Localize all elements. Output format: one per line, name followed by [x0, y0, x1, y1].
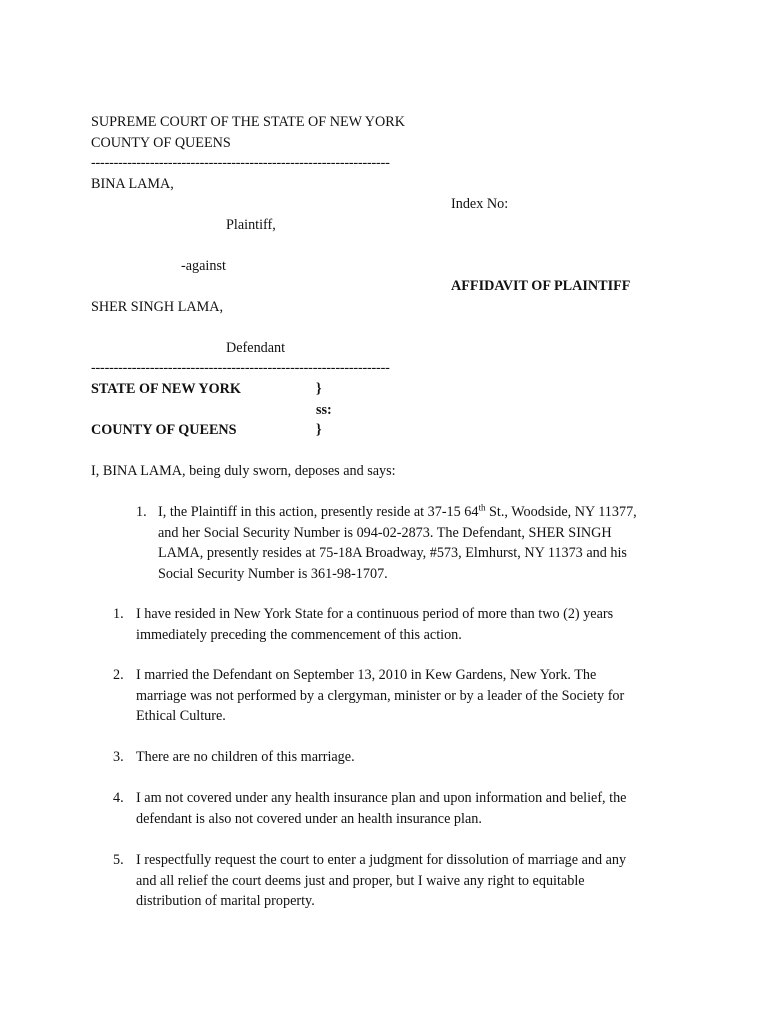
item-line: I have resided in New York State for a continuous period of more than two (2) years: [136, 606, 614, 622]
item-line: immediately preceding the commencement of this action.: [136, 626, 462, 643]
venue-county: COUNTY OF QUEENS: [91, 422, 237, 438]
first-item-line: LAMA, presently resides at 75-18A Broadway, #573, Elmhurst, NY 11373 and his: [158, 545, 627, 562]
item-line: and all relief the court deems just and proper, but I waive any right to equitable: [136, 872, 585, 889]
item-text: [136, 665, 676, 727]
item-text: [136, 788, 676, 829]
item-text: [136, 604, 676, 645]
first-item-text: [158, 502, 698, 584]
first-item-line: and her Social Security Number is 094-02-2873. The Defendant, SHER SINGH: [158, 524, 612, 541]
item-line: I am not covered under any health insurance plan and upon information and belief, the: [136, 790, 627, 806]
item-number: 2.: [113, 667, 124, 683]
item-number: 5.: [113, 852, 124, 868]
caption-divider-bottom: ------------------------------------------------------------------: [91, 360, 390, 376]
first-item-line: Social Security Number is 361-98-1707.: [158, 565, 388, 582]
item-number: 3.: [113, 749, 124, 765]
document-title: AFFIDAVIT OF PLAINTIFF: [451, 278, 631, 294]
defendant-label: Defendant: [226, 340, 286, 356]
item-text: [136, 747, 676, 768]
plaintiff-name: BINA LAMA,: [91, 176, 174, 192]
item-number: 1.: [113, 606, 124, 622]
against-label: -against: [181, 258, 226, 274]
item-line: I married the Defendant on September 13, 2010 in Kew Gardens, New York. The: [136, 667, 597, 683]
first-item-number: 1.: [136, 504, 147, 520]
plaintiff-label: Plaintiff,: [226, 217, 276, 233]
item-line: There are no children of this marriage.: [136, 749, 355, 765]
venue-brace-bottom: }: [316, 422, 322, 438]
venue-ss: ss:: [316, 402, 332, 418]
venue-state: STATE OF NEW YORK: [91, 381, 241, 397]
caption-divider-top: ------------------------------------------------------------------: [91, 155, 390, 171]
item-text: [136, 850, 676, 912]
item-line: Ethical Culture.: [136, 708, 226, 725]
item-line: distribution of marital property.: [136, 893, 315, 910]
sworn-statement-intro: I, BINA LAMA, being duly sworn, deposes and says:: [91, 463, 396, 479]
court-name-line: SUPREME COURT OF THE STATE OF NEW YORK: [91, 114, 405, 130]
defendant-name: SHER SINGH LAMA,: [91, 299, 224, 315]
item-number: 4.: [113, 790, 124, 806]
item-line: defendant is also not covered under an health insurance plan.: [136, 810, 482, 827]
item-line: I respectfully request the court to enter a judgment for dissolution of marriage and any: [136, 852, 627, 868]
item-line: marriage was not performed by a clergyman, minister or by a leader of the Society for: [136, 687, 625, 704]
index-number-label: Index No:: [451, 196, 509, 212]
venue-brace-top: }: [316, 381, 322, 397]
first-item-line: I, the Plaintiff in this action, presently reside at 37-15 64th St., Woodside, NY 11377,: [158, 502, 637, 520]
county-line: COUNTY OF QUEENS: [91, 135, 231, 151]
